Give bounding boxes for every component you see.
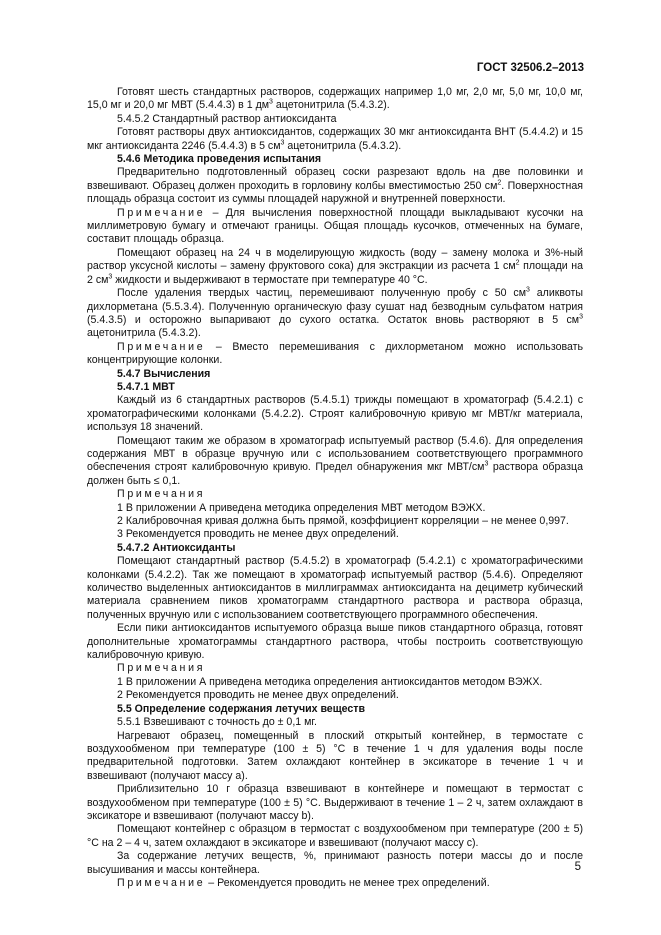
text-run: 2 Рекомендуется проводить не менее двух определений. bbox=[117, 689, 399, 702]
superscript: 3 bbox=[579, 313, 583, 321]
text-run: За содержание летучих веществ, %, принимают разность потери массы до и после высушивания и массы контейнера. bbox=[87, 850, 583, 876]
text-run: Примечание bbox=[117, 206, 206, 219]
text-run: ацетонитрила (5.4.3.2). bbox=[284, 139, 402, 152]
text-run: После удаления твердых частиц, перемешивают полученную пробу с 50 см bbox=[117, 287, 526, 300]
paragraph bbox=[87, 287, 583, 341]
paragraph bbox=[87, 555, 583, 622]
superscript: 2 bbox=[497, 179, 502, 187]
text-run: ацетонитрила (5.4.3.2). bbox=[87, 327, 201, 340]
text-run: . Поверхностная площадь образца состоит из суммы площадей наружной и внутренней поверхности. bbox=[87, 179, 583, 206]
paragraph bbox=[87, 126, 583, 153]
text-run: 5.4.7.2 Антиоксиданты bbox=[117, 541, 236, 554]
paragraph bbox=[87, 207, 583, 247]
text-run: 1 В приложении А приведена методика определения антиоксидантов методом ВЭЖХ. bbox=[117, 675, 543, 688]
section-heading bbox=[87, 153, 583, 166]
page-number: 5 bbox=[574, 861, 581, 873]
text-run: Примечание bbox=[117, 876, 206, 889]
text-run: ацетонитрила (5.4.3.2). bbox=[272, 99, 390, 112]
text-run: 5.4.7 Вычисления bbox=[117, 367, 211, 380]
text-run: 5.4.6 Методика проведения испытания bbox=[117, 153, 322, 166]
paragraph bbox=[87, 247, 583, 287]
paragraph bbox=[87, 823, 583, 850]
text-run: Примечания bbox=[117, 488, 206, 501]
superscript: 3 bbox=[280, 139, 285, 147]
paragraph bbox=[87, 689, 583, 702]
text-run: площади на 2 см bbox=[87, 260, 583, 286]
paragraph bbox=[87, 113, 583, 126]
section-heading bbox=[87, 381, 583, 394]
text-run: 5.5.1 Взвешивают с точность до ± 0,1 мг. bbox=[117, 716, 317, 729]
text-run: 5.4.7.1 МВТ bbox=[117, 380, 175, 393]
paragraph bbox=[87, 502, 583, 515]
section-heading bbox=[87, 368, 583, 381]
paragraph bbox=[87, 877, 583, 890]
text-run: – Для вычисления поверхностной площади выкладывают кусочки на миллиметровую бумагу и отмечают границы. Общая площадь кусочков, отмеченных на бумаге, составит площадь образца. bbox=[87, 206, 583, 246]
text-run: Примечание bbox=[117, 340, 206, 353]
text-run: 2 Калибровочная кривая должна быть прямой, коэффициент корреляции – не менее 0,997. bbox=[117, 515, 569, 527]
text-run: 3 Рекомендуется проводить не менее двух определений. bbox=[117, 528, 399, 541]
paragraph bbox=[87, 515, 583, 528]
paragraph bbox=[87, 394, 583, 434]
superscript: 2 bbox=[515, 259, 520, 267]
text-run: 1 В приложении А приведена методика определения МВТ методом ВЭЖХ. bbox=[117, 501, 486, 514]
text-run: 5.4.5.2 Стандартный раствор антиоксиданта bbox=[117, 112, 337, 125]
superscript: 3 bbox=[484, 460, 489, 468]
text-run: аликвоты дихлорметана (5.5.3.4). Полученную органическую фазу сушат над безводным сульфатом натрия (5.4.3.5) и осторожно выпаривают до сухого остатка. Остаток вновь растворяют в 5 см bbox=[87, 287, 584, 326]
text-run: Помещают образец на 24 ч в моделирующую жидкость (воду – замену молока и 3%-ный раствор уксусной кислоты – замену фруктового сока) для экстракции из расчета 1 см bbox=[87, 246, 583, 273]
paragraph bbox=[87, 676, 583, 689]
paragraph bbox=[87, 783, 583, 823]
paragraph bbox=[87, 86, 583, 113]
text-run: жидкости и выдерживают в термостате при температуре 40 °С. bbox=[112, 273, 428, 286]
text-run: Помещают стандартный раствор (5.4.5.2) в хроматограф (5.4.2.1) с хроматографическими колонками (5.4.2.2). Так же помещают в хроматограф испытуемый раствор (5.4.6). Определяют количество выделенных антиоксидантов в миллиграммах антиоксиданта на дециметр кубический материала сравнением пиков хроматограмм стандартного раствора и раствора образца, полученных вручную или с использованием соответствующего программного обеспечения. bbox=[87, 555, 583, 621]
text-run: Нагревают образец, помещенный в плоский открытый контейнер, в термостате с воздухообменом при температуре (100 ± 5) °С в течение 1 ч для удаления воды после предварительной подготовки. Затем охлаждают контейнер в эксикаторе в течение 1 ч и взвешивают (получают массу а). bbox=[87, 729, 583, 782]
paragraph bbox=[87, 716, 583, 729]
paragraph bbox=[87, 488, 583, 501]
paragraph bbox=[87, 622, 583, 662]
section-heading bbox=[87, 703, 583, 716]
text-run: Предварительно подготовленный образец соски разрезают вдоль на две половинки и взвешивают. Образец должен проходить в горловину колбы вместимостью 250 см bbox=[87, 166, 583, 192]
document-header: ГОСТ 32506.2–2013 bbox=[476, 62, 584, 74]
text-run: раствора образца должен быть ≤ 0,1. bbox=[87, 461, 583, 487]
text-run: Приблизительно 10 г образца взвешивают в контейнере и помещают в термостат с воздухообменом при температуре (100 ± 5) °С. Выдерживают в течение 1 – 2 ч, затем охлаждают в эксикаторе и взвешивают (получают массу b). bbox=[87, 783, 583, 822]
text-run: 5.5 Определение содержания летучих веществ bbox=[117, 702, 365, 715]
text-run: Помещают таким же образом в хроматограф испытуемый раствор (5.4.6). Для определения содержания МВТ в образце вручную или с использованием соответствующего программного обеспечения строят калибровочную кривую. Предел обнаружения мкг МВТ/см bbox=[87, 434, 583, 474]
paragraph bbox=[87, 166, 583, 206]
section-heading bbox=[87, 542, 583, 555]
superscript: 3 bbox=[526, 286, 530, 294]
text-run: Каждый из 6 стандартных растворов (5.4.5.1) трижды помещают в хроматограф (5.4.2.1) с хроматографическими колонками (5.4.2.2). Строят калибровочную кривую мг МВТ/кг материала, используя 18 значений. bbox=[87, 394, 583, 434]
paragraph bbox=[87, 730, 583, 784]
superscript: 3 bbox=[269, 98, 273, 106]
paragraph bbox=[87, 662, 583, 675]
text-run: Примечания bbox=[117, 662, 206, 675]
paragraph bbox=[87, 341, 583, 368]
text-run: Если пики антиоксидантов испытуемого образца выше пиков стандартного образца, готовят дополнительные хроматограммы стандартного раствора, чтобы построить соответствующую калибровочную кривую. bbox=[87, 622, 583, 662]
paragraph bbox=[87, 528, 583, 541]
document-body bbox=[87, 86, 583, 890]
text-run: – Рекомендуется проводить не менее трех определений. bbox=[205, 876, 490, 889]
text-run: Готовят растворы двух антиоксидантов, содержащих 30 мкг антиоксиданта ВНТ (5.4.4.2) и 15 мкг антиоксиданта 2246 (5.4.4.3) в 5 см bbox=[87, 126, 583, 152]
text-run: Готовят шесть стандартных растворов, содержащих например 1,0 мг, 2,0 мг, 5,0 мг, 10,0 мг, 15,0 мг и 20,0 мг МВТ (5.4.4.3) в 1 дм bbox=[87, 86, 583, 112]
text-run: Помещают контейнер с образцом в термостат с воздухообменом при температуре (200 ± 5) °С на 2 – 4 ч, затем охлаждают в эксикаторе и взвешивают (получают массу с). bbox=[87, 823, 583, 849]
paragraph bbox=[87, 435, 583, 489]
paragraph bbox=[87, 850, 583, 877]
superscript: 3 bbox=[108, 273, 113, 281]
text-run: – Вместо перемешивания с дихлорметаном можно использовать концентрирующие колонки. bbox=[87, 340, 583, 367]
